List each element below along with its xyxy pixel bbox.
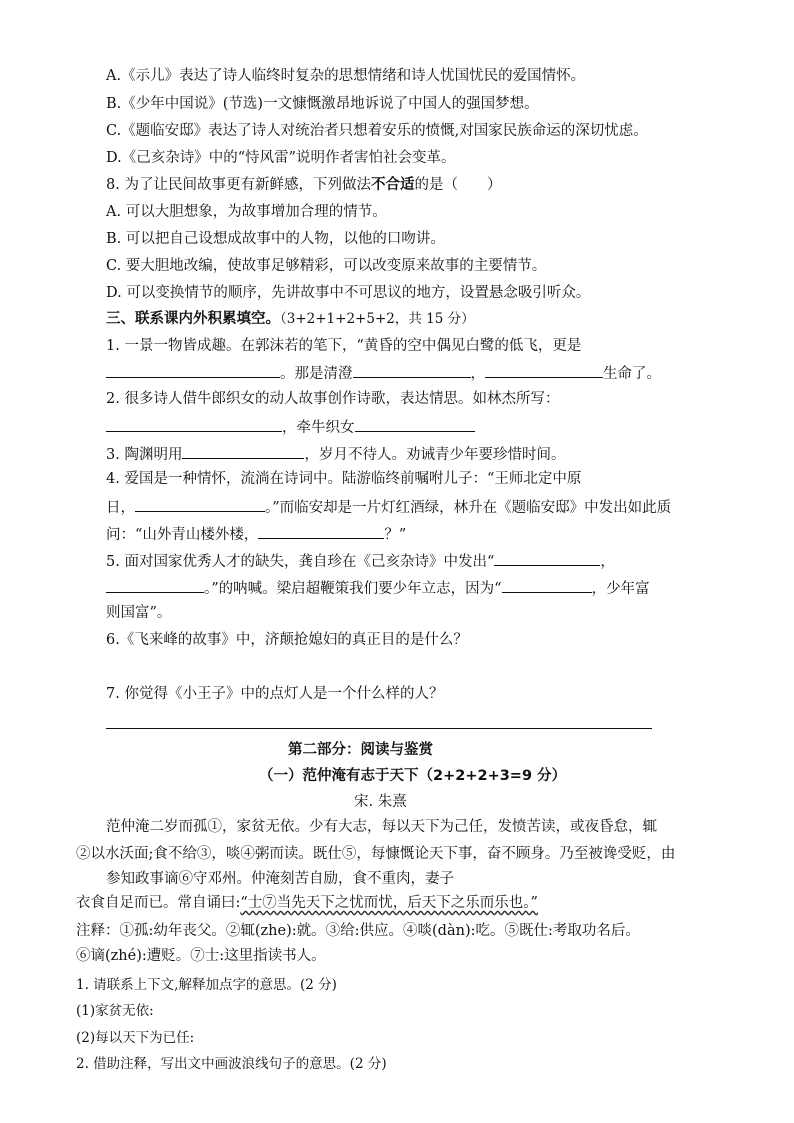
- fill-q5-line2: [106, 577, 650, 599]
- option-c: C.《题临安邸》表达了诗人对统治者只想着安乐的愤慨,对国家民族命运的深切忧虑。: [106, 123, 648, 139]
- answer-blank[interactable]: [182, 443, 304, 459]
- passage-line-1: 范仲淹二岁而孤①，家贫无依。少有大志，每以天下为己任，发愤苦读，或夜昏怠，辄: [106, 819, 657, 835]
- notes-line-2: ⑥谪(zhé):遭贬。⑦士:这里指读书人。: [76, 948, 326, 964]
- q8-emphasis: 不合适: [370, 176, 415, 193]
- reading-question-2: 2. 借助注释，写出文中画波浪线句子的意思。(2 分): [76, 1056, 387, 1072]
- reading-question-1: 1. 请联系上下文,解释加点字的意思。(2 分): [76, 977, 337, 993]
- q1-text: 。那是清澄: [280, 366, 353, 382]
- question-6: 6.《飞来峰的故事》中，济颠抢媳妇的真正目的是什么？: [106, 632, 468, 648]
- fill-q2-line2: [106, 416, 475, 438]
- q5-text: 5. 面对国家优秀人才的缺失，龚自珍在《己亥杂诗》中发出“: [106, 554, 495, 570]
- passage-line-4: [76, 893, 538, 913]
- q4-text: ？”: [384, 527, 407, 543]
- fill-q4-line2: [106, 496, 671, 518]
- answer-line-q7[interactable]: [106, 728, 652, 729]
- q1-text: 生命了。: [603, 366, 661, 382]
- fill-q4-line3: [106, 523, 406, 545]
- q8-option-b: B. 可以把自己设想成故事中的人物，以他的口吻讲。: [106, 231, 445, 247]
- wavy-underlined-sentence: “士⑦当先天下之忧而忧，后天下之乐而乐也。”: [240, 895, 538, 911]
- notes-line-1: 注释：①孤:幼年丧父。②辄(zhe):就。③给:供应。④啖(dàn):吃。⑤既仕:考取功名后。: [76, 923, 640, 939]
- option-b: B.《少年中国说》(节选)一文慷慨激昂地诉说了中国人的强国梦想。: [106, 96, 539, 112]
- passage-line-2: ②以水沃面;食不给③，啖④粥而读。既仕⑤，每慷慨论天下事，奋不顾身。乃至被谗受贬，由: [76, 846, 676, 862]
- q8-option-c: C. 要大胆地改编，使故事足够精彩，可以改变原来故事的主要情节。: [106, 258, 547, 274]
- fill-q5-line1: [106, 550, 615, 572]
- option-d: D.《己亥杂诗》中的“恃风雷”说明作者害怕社会变革。: [106, 150, 456, 166]
- answer-blank[interactable]: [106, 416, 282, 432]
- answer-blank[interactable]: [106, 362, 280, 378]
- q8-option-a: A. 可以大胆想象，为故事增加合理的情节。: [106, 204, 387, 220]
- question-8-stem: [106, 175, 501, 195]
- q8-stem-text: 8. 为了让民间故事更有新鲜感，下列做法: [106, 177, 371, 193]
- fill-q5-line3: 则国富”。: [106, 605, 172, 621]
- q4-text: 问：“山外青山楼外楼，: [106, 527, 259, 543]
- answer-blank[interactable]: [355, 416, 475, 432]
- q2-text: ，牵牛织女: [282, 420, 355, 436]
- passage-text: 衣食自足而已。常自诵曰:: [76, 895, 241, 911]
- answer-blank[interactable]: [485, 362, 603, 378]
- section-3-heading: [106, 309, 475, 329]
- q4-text: 日，: [106, 500, 135, 516]
- answer-blank[interactable]: [494, 550, 600, 566]
- fill-q1-line2: [106, 362, 661, 384]
- section-3-score: （3+2+1+2+5+2，共 15 分）: [280, 311, 475, 327]
- answer-blank[interactable]: [502, 577, 592, 593]
- fill-q2-line1: 2. 很多诗人借牛郎织女的动人故事创作诗歌，表达情思。如林杰所写：: [106, 391, 560, 407]
- q5-text: ，: [600, 554, 615, 570]
- option-a: A.《示儿》表达了诗人临终时复杂的思想情绪和诗人忧国忧民的爱国情怀。: [106, 68, 586, 84]
- fill-q1-line1: 1. 一景一物皆成趣。在郭沫若的笔下，“黄昏的空中偶见白鹭的低飞，更是: [106, 338, 582, 354]
- answer-blank[interactable]: [353, 362, 471, 378]
- q8-stem-end: 的是（ ）: [414, 177, 502, 193]
- q5-text: 。”的呐喊。梁启超鞭策我们要少年立志，因为“: [204, 581, 502, 597]
- passage-line-3: 参知政事谪⑥守邓州。仲淹刻苦自励，食不重肉，妻子: [106, 871, 454, 887]
- answer-blank[interactable]: [258, 523, 384, 539]
- q3-text: ，岁月不待人。劝诫青少年要珍惜时间。: [304, 447, 566, 463]
- part-2-title: 第二部分：阅读与鉴赏: [288, 742, 433, 758]
- reading-question-1-2: (2)每以天下为已任:: [76, 1030, 195, 1046]
- passage-title: （一）范仲淹有志于天下（2+2+2+3=9 分）: [259, 768, 567, 784]
- q4-text: 。”而临安却是一片灯红酒绿，林升在《题临安邸》中发出如此质: [265, 500, 672, 516]
- fill-q3: [106, 443, 565, 465]
- fill-q4-line1: 4. 爱国是一种情怀，流淌在诗词中。陆游临终前嘱咐儿子：“王师北定中原: [106, 471, 582, 487]
- answer-blank[interactable]: [135, 496, 265, 512]
- question-7: 7. 你觉得《小王子》中的点灯人是一个什么样的人？: [106, 686, 444, 702]
- q1-text: ，: [470, 366, 485, 382]
- q8-option-d: D. 可以变换情节的顺序，先讲故事中不可思议的地方，设置悬念吸引听众。: [106, 285, 591, 301]
- section-3-title: 三、联系课内外积累填空。: [106, 311, 280, 327]
- reading-question-1-1: (1)家贫无依:: [76, 1003, 154, 1019]
- q3-text: 3. 陶渊明用: [106, 447, 183, 463]
- answer-blank[interactable]: [106, 577, 204, 593]
- passage-author: 宋. 朱熹: [354, 794, 407, 810]
- q5-text: ，少年富: [591, 581, 650, 597]
